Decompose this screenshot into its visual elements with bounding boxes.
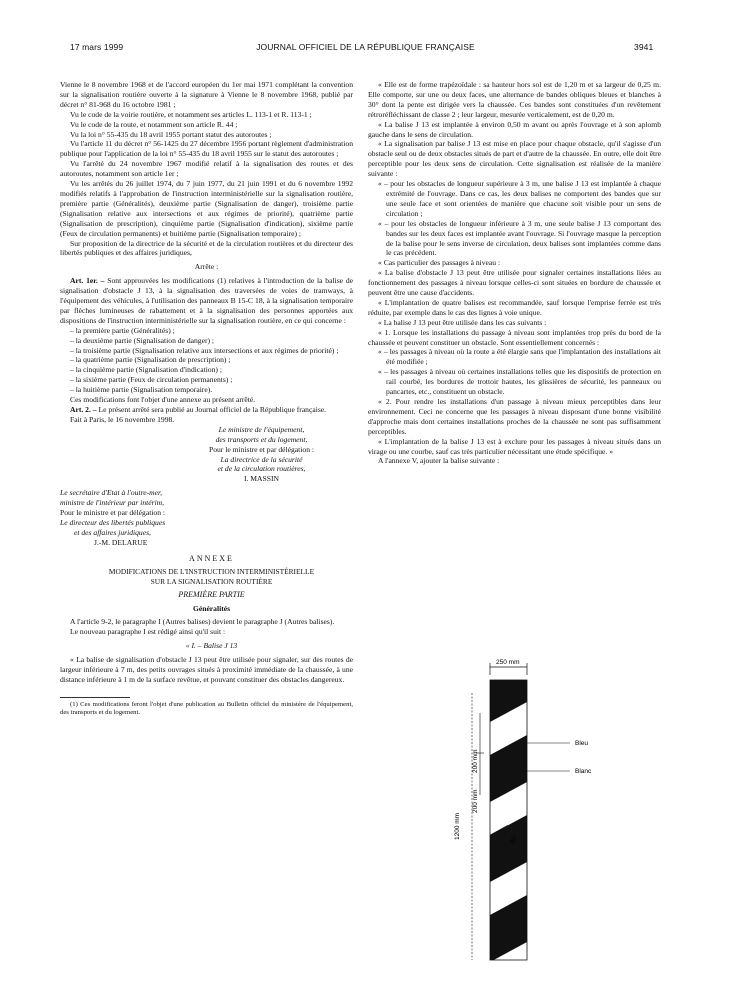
list-item: – la sixième partie (Feux de circulation permanents) ;	[70, 375, 233, 385]
article-1-label: Art. 1er. –	[70, 276, 105, 286]
paragraph: Vu les arrêtés du 26 juillet 1974, du 7 juin 1977, du 21 juin 1991 et du 6 novembre 1992 modifiés relatifs à l'approbation de l'instruction interministérielle sur la signalisation routière, première partie (Généralités), deuxième partie (Signalisation de danger), troisième partie (Signalisation relative aux intersections et aux régimes de priorité), quatrième partie (Signalisation de prescription), cinquième partie (Signalisation d'indication), sixième partie (Feux de circulation permanents) et huitième partie (Signalisation temporaire) ;	[60, 179, 353, 238]
page-number: 3941	[634, 42, 654, 52]
signature-line: et de la circulation routières,	[217, 464, 306, 474]
paragraph: A l'annexe V, ajouter la balise suivante :	[378, 456, 500, 466]
paragraph: « Elle est de forme trapézoïdale : sa hauteur hors sol est de 1,20 m et sa largeur de 0,25 m. Elle comporte, sur une ou deux faces, une alternance de bandes obliques bleues et blanches à 30° dont la pente est dirigée vers la chaussée. Ces bandes sont constituées d'un revêtement rétroréfléchissant de classe 2 ; leur largeur, mesurée verticalement, est de 0,20 m.	[368, 80, 661, 119]
signature-name: J.-M. DELARUE	[94, 537, 148, 547]
left-column	[60, 80, 353, 717]
height-label: 1200 mm	[454, 812, 461, 840]
label-blue: Bleu	[575, 740, 589, 747]
signature-line: Le secrétaire d'Etat à l'outre-mer,	[60, 488, 163, 498]
fait-a-paris: Fait à Paris, le 16 novembre 1998.	[70, 414, 175, 424]
signature-block-2	[60, 488, 353, 547]
list-item: « – pour les obstacles de longueur inférieure à 3 m, une seule balise J 13 comportant des bandes sur les deux faces est implantée avant l'ouvrage. Si l'ouvrage masque la perception de la balise pour le sens inverse de circulation, deux balises sont implantées comme dans le cas précédent.	[378, 218, 661, 258]
article-2-label: Art. 2. –	[70, 405, 97, 414]
arrete-heading: Arrête :	[194, 262, 219, 272]
paragraph: Vu l'arrêté du 24 novembre 1967 modifié relatif à la signalisation des routes et des autoroutes, notamment son article 1er ;	[60, 159, 353, 179]
paragraph: « L'implantation de la balise J 13 est à exclure pour les passages à niveau situés dans un virage ou une courbe, sauf cas très particulier nécessitant une étude spécifique. »	[368, 436, 661, 456]
paragraph: « L'implantation de quatre balises est recommandée, sauf lorsque l'emprise ferrée est très réduite, par exemple dans le cas des lignes à voie unique.	[368, 297, 661, 317]
paragraph: « Cas particulier des passages à niveau :	[378, 258, 501, 268]
part-heading: PREMIÈRE PARTIE	[178, 590, 245, 600]
list-item: « – les passages à niveau où la route a été élargie sans que l'implantation des installations ait été modifiée ;	[378, 347, 661, 367]
signature-line: La directrice de la sécurité	[220, 454, 303, 464]
paragraph: Sur proposition de la directrice de la sécurité et de la circulation routières et du directeur des libertés publiques et des affaires juridiques,	[60, 238, 353, 258]
paragraph: A l'article 9-2, le paragraphe I (Autres balises) devient le paragraphe J (Autres balises).	[70, 617, 335, 627]
paragraph: « La signalisation par balise J 13 est mise en place pour chaque obstacle, qu'il s'agisse d'un obstacle seul ou de deux obstacles situés de part et d'autre de la chaussée. En outre, elle doit être perceptible pour les deux sens de circulation. Cette signalisation est réalisée de la manière suivante :	[368, 139, 661, 179]
paragraph: « 1. Lorsque les installations du passage à niveau sont implantées trop près du bord de la chaussée et peuvent constituer un obstacle. Sont essentiellement concernés :	[368, 327, 661, 347]
paragraph: « 2. Pour rendre les installations d'un passage à niveau mieux perceptibles dans leur environnement. Ceci ne concerne que les passages à niveau disposant d'une bonne visibilité d'approche mais dont certaines installations proches de la chaussée ne sont pas suffisamment perceptibles.	[368, 397, 661, 436]
paragraph: Le nouveau paragraphe I est rédigé ainsi qu'il suit :	[70, 627, 226, 637]
paragraph: Vu la loi n° 55-435 du 18 avril 1955 portant statut des autoroutes ;	[70, 129, 272, 139]
footnote-rule	[60, 697, 130, 698]
paragraph: Ces modifications font l'objet d'une annexe au présent arrêté.	[70, 395, 256, 405]
signature-line: Pour le ministre et par délégation :	[60, 508, 166, 518]
list-item: « – les passages à niveau où certaines installations telles que les dispositifs de protection en rail courbé, les bordures de trottoir hautes, les glissières de sécurité, les panneaux ou pancartes, etc., constituent un obstacle.	[378, 367, 661, 397]
section-heading: Généralités	[192, 604, 231, 614]
paragraph: Vienne le 8 novembre 1968 et de l'accord européen du 1er mai 1971 complétant la convention sur la signalisation routière ouverte à la signature à Vienne le 8 novembre 1968, publié par décret n° 81-968 du 16 octobre 1981 ;	[60, 80, 353, 109]
paragraph: Vu l'article 11 du décret n° 56-1425 du 27 décembre 1956 portant règlement d'administration publique pour l'application de la loi n° 55-435 du 18 avril 1955 sur le statut des autoroutes ;	[60, 139, 353, 159]
signature-line: des transports et du logement,	[215, 434, 308, 444]
list-item: – la deuxième partie (Signalisation de danger) ;	[70, 335, 215, 345]
band-label: 200 mm	[472, 789, 479, 813]
article-2-text: Le présent arrêté sera publié au Journal officiel de la République française.	[98, 405, 327, 414]
balise-post	[490, 655, 527, 962]
paragraph: « La balise d'obstacle J 13 peut être utilisée pour signaler certaines installations liées au fonctionnement des passages à niveau lorsque celles-ci sont situées en bordure de chaussée et peuvent être une cause d'accidents.	[368, 268, 661, 298]
paragraph: « La balise J 13 peut être utilisée dans les cas suivants :	[378, 317, 547, 327]
signature-line: Le ministre de l'équipement,	[218, 424, 305, 434]
list-item: – la première partie (Généralités) ;	[70, 325, 175, 335]
signature-line: et des affaires juridiques,	[74, 527, 151, 537]
paragraph: « La balise de signalisation d'obstacle J 13 peut être utilisée pour signaler, sur des routes de largeur inférieure à 7 m, des petits ouvrages situés à proximité immédiate de la chaussée, à une distance inférieure à 1 m de la surface revêtue, et pouvant constituer des obstacles dangereux.	[60, 654, 353, 684]
paragraph: Vu le code de la voirie routière, et notamment ses articles L. 113-1 et R. 113-1 ;	[70, 109, 312, 119]
article-1	[60, 276, 353, 326]
list-item: – la troisième partie (Signalisation relative aux intersections et aux régimes de priorité) ;	[70, 345, 339, 355]
signature-line: Le directeur des libertés publiques	[60, 517, 166, 527]
journal-title: JOURNAL OFFICIEL DE LA RÉPUBLIQUE FRANÇAISE	[256, 42, 475, 52]
right-column	[368, 80, 661, 466]
article-2	[60, 405, 353, 415]
angle-label: 30°	[508, 833, 520, 846]
paragraph: « La balise J 13 est implantée à environ 0,50 m avant ou après l'ouvrage et à son aplomb gauche dans le sens de circulation.	[368, 119, 661, 139]
annexe-title: ANNEXE	[189, 553, 234, 563]
signature-line: Pour le ministre et par délégation :	[208, 444, 315, 454]
article-1-text: Sont approuvées les modifications (1) relatives à l'introduction de la balise de signalisation d'obstacle J 13, à la signalisation des traversées de voies de tramways, à l'équipement des véhicules, à l'utilisation des panneaux B 15-C 18, à la signalisation temporaire par flèches lumineuses de rabattement et à la signalisation des personnes apportées aux dispositions de l'instruction interministérielle sur la signalisation routière, en ce qui concerne :	[60, 276, 354, 325]
balise-heading: « I. – Balise J 13	[185, 641, 238, 651]
signature-name: I. MASSIN	[243, 474, 280, 484]
list-item: – la cinquième partie (Signalisation d'indication) ;	[70, 365, 222, 375]
balise-j13-figure	[430, 655, 630, 975]
width-label: 250 mm	[496, 659, 520, 666]
list-item: – la quatrième partie (Signalisation de prescription) ;	[70, 355, 231, 365]
label-white: Blanc	[575, 768, 592, 775]
list-item: « – pour les obstacles de longueur supérieure à 3 m, une balise J 13 est implantée à chaque extrémité de l'ouvrage. Dans ce cas, les deux balises ne comportent des bandes que sur une seule face et sont orientées de manière que chacune soit visible pour un sens de circulation ;	[378, 179, 661, 218]
annexe-subtitle: SUR LA SIGNALISATION ROUTIÈRE	[150, 576, 273, 586]
list-item: – la huitième partie (Signalisation temporaire).	[70, 385, 213, 395]
signature-block-1	[60, 425, 353, 484]
paragraph: Vu le code de la route, et notamment son article R. 44 ;	[70, 119, 238, 129]
header-date: 17 mars 1999	[70, 42, 124, 52]
footnote: (1) Ces modifications feront l'objet d'une publication au Bulletin officiel du ministère de l'équipement, des transports et du logement.	[60, 700, 353, 716]
annexe-subtitle: MODIFICATIONS DE L'INSTRUCTION INTERMINISTÉRIELLE	[108, 566, 315, 576]
band-label: 200 mm	[472, 749, 479, 773]
signature-line: ministre de l'intérieur par intérim,	[60, 498, 165, 508]
